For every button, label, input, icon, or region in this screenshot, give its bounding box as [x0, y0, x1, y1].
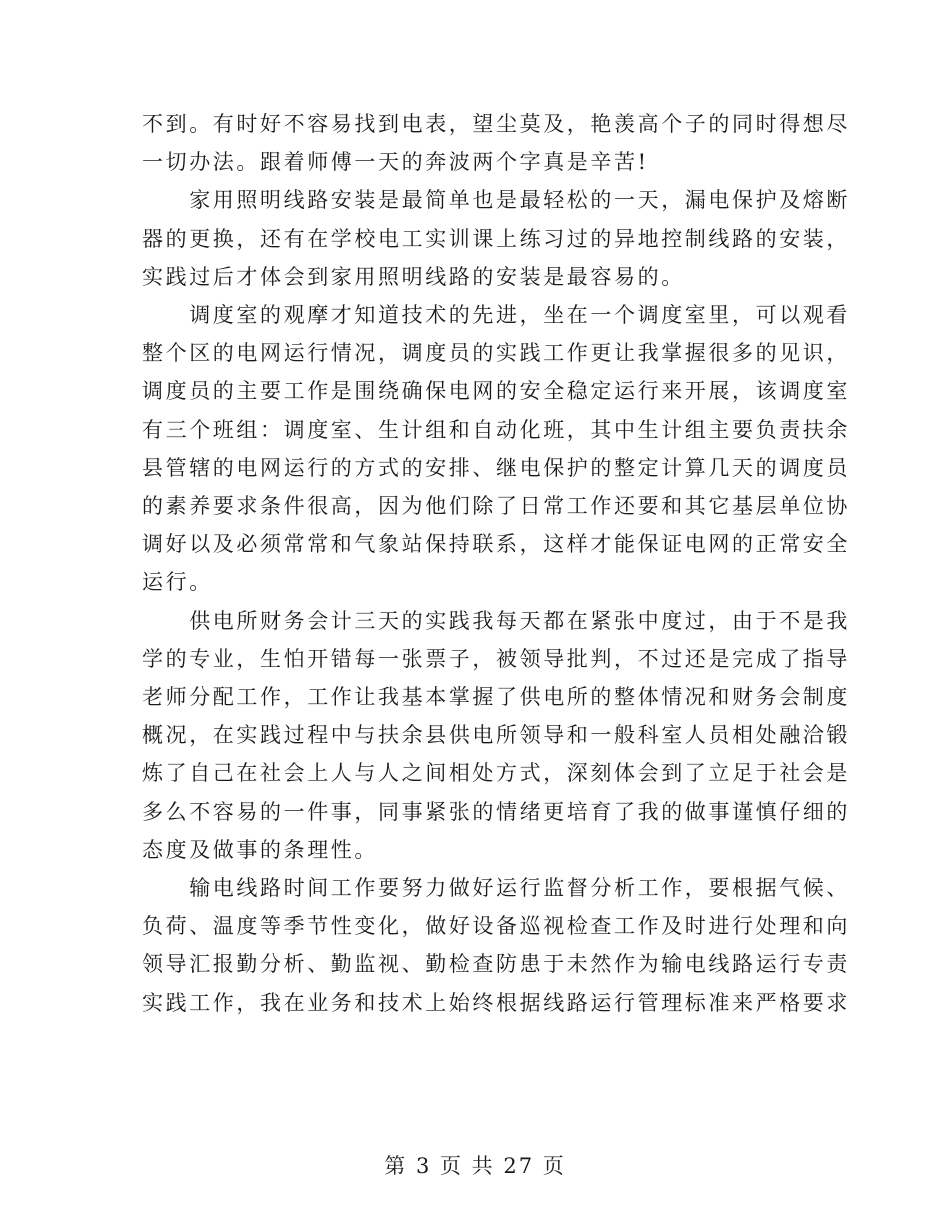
text-line: 负荷、温度等季节性变化，做好设备巡视检查工作及时进行处理和向	[142, 914, 850, 939]
text-line: 概况，在实践过程中与扶余县供电所领导和一般科室人员相处融洽锻	[142, 723, 850, 748]
text-line: 供电所财务会计三天的实践我每天都在紧张中度过，由于不是我	[142, 608, 850, 633]
text-line: 领导汇报勤分析、勤监视、勤检查防患于未然作为输电线路运行专责	[142, 952, 850, 977]
text-line: 运行。	[142, 570, 213, 595]
text-line: 不到。有时好不容易找到电表，望尘莫及，艳羡高个子的同时得想尽	[142, 112, 850, 136]
text-line: 的素养要求条件很高，因为他们除了日常工作还要和其它基层单位协	[142, 494, 850, 519]
paragraph-2	[142, 181, 850, 296]
text-line: 实践过后才体会到家用照明线路的安装是最容易的。	[142, 264, 685, 289]
text-line: 器的更换，还有在学校电工实训课上练习过的异地控制线路的安装，	[142, 226, 850, 251]
text-line: 实践工作，我在业务和技术上始终根据线路运行管理标准来严格要求	[142, 990, 850, 1015]
text-line: 炼了自己在社会上人与人之间相处方式，深刻体会到了立足于社会是	[142, 761, 850, 786]
page-number-footer: 第 3 页 共 27 页	[384, 1154, 566, 1178]
paragraph-4	[142, 602, 850, 869]
text-line: 调度员的主要工作是围绕确保电网的安全稳定运行来开展，该调度室	[142, 379, 850, 404]
text-line: 有三个班组：调度室、生计组和自动化班，其中生计组主要负责扶余	[142, 417, 850, 442]
text-line: 整个区的电网运行情况，调度员的实践工作更让我掌握很多的见识，	[142, 341, 850, 366]
document-body	[142, 105, 850, 1022]
text-line: 学的专业，生怕开错每一张票子，被领导批判，不过还是完成了指导	[142, 646, 850, 671]
paragraph-3	[142, 296, 850, 602]
paragraph-5	[142, 869, 850, 1022]
text-line: 一切办法。跟着师傅一天的奔波两个字真是辛苦!	[142, 150, 649, 175]
paragraph-1	[142, 105, 850, 181]
text-line: 态度及做事的条理性。	[142, 837, 378, 862]
text-line: 调度室的观摩才知道技术的先进，坐在一个调度室里，可以观看	[142, 303, 850, 328]
text-line: 调好以及必须常常和气象站保持联系，这样才能保证电网的正常安全	[142, 532, 850, 557]
text-line: 多么不容易的一件事，同事紧张的情绪更培育了我的做事谨慎仔细的	[142, 799, 850, 824]
text-line: 县管辖的电网运行的方式的安排、继电保护的整定计算几天的调度员	[142, 455, 850, 480]
text-line: 输电线路时间工作要努力做好运行监督分析工作，要根据气候、	[142, 876, 850, 901]
text-line: 老师分配工作，工作让我基本掌握了供电所的整体情况和财务会制度	[142, 685, 850, 710]
text-line: 家用照明线路安装是最简单也是最轻松的一天，漏电保护及熔断	[142, 188, 850, 213]
